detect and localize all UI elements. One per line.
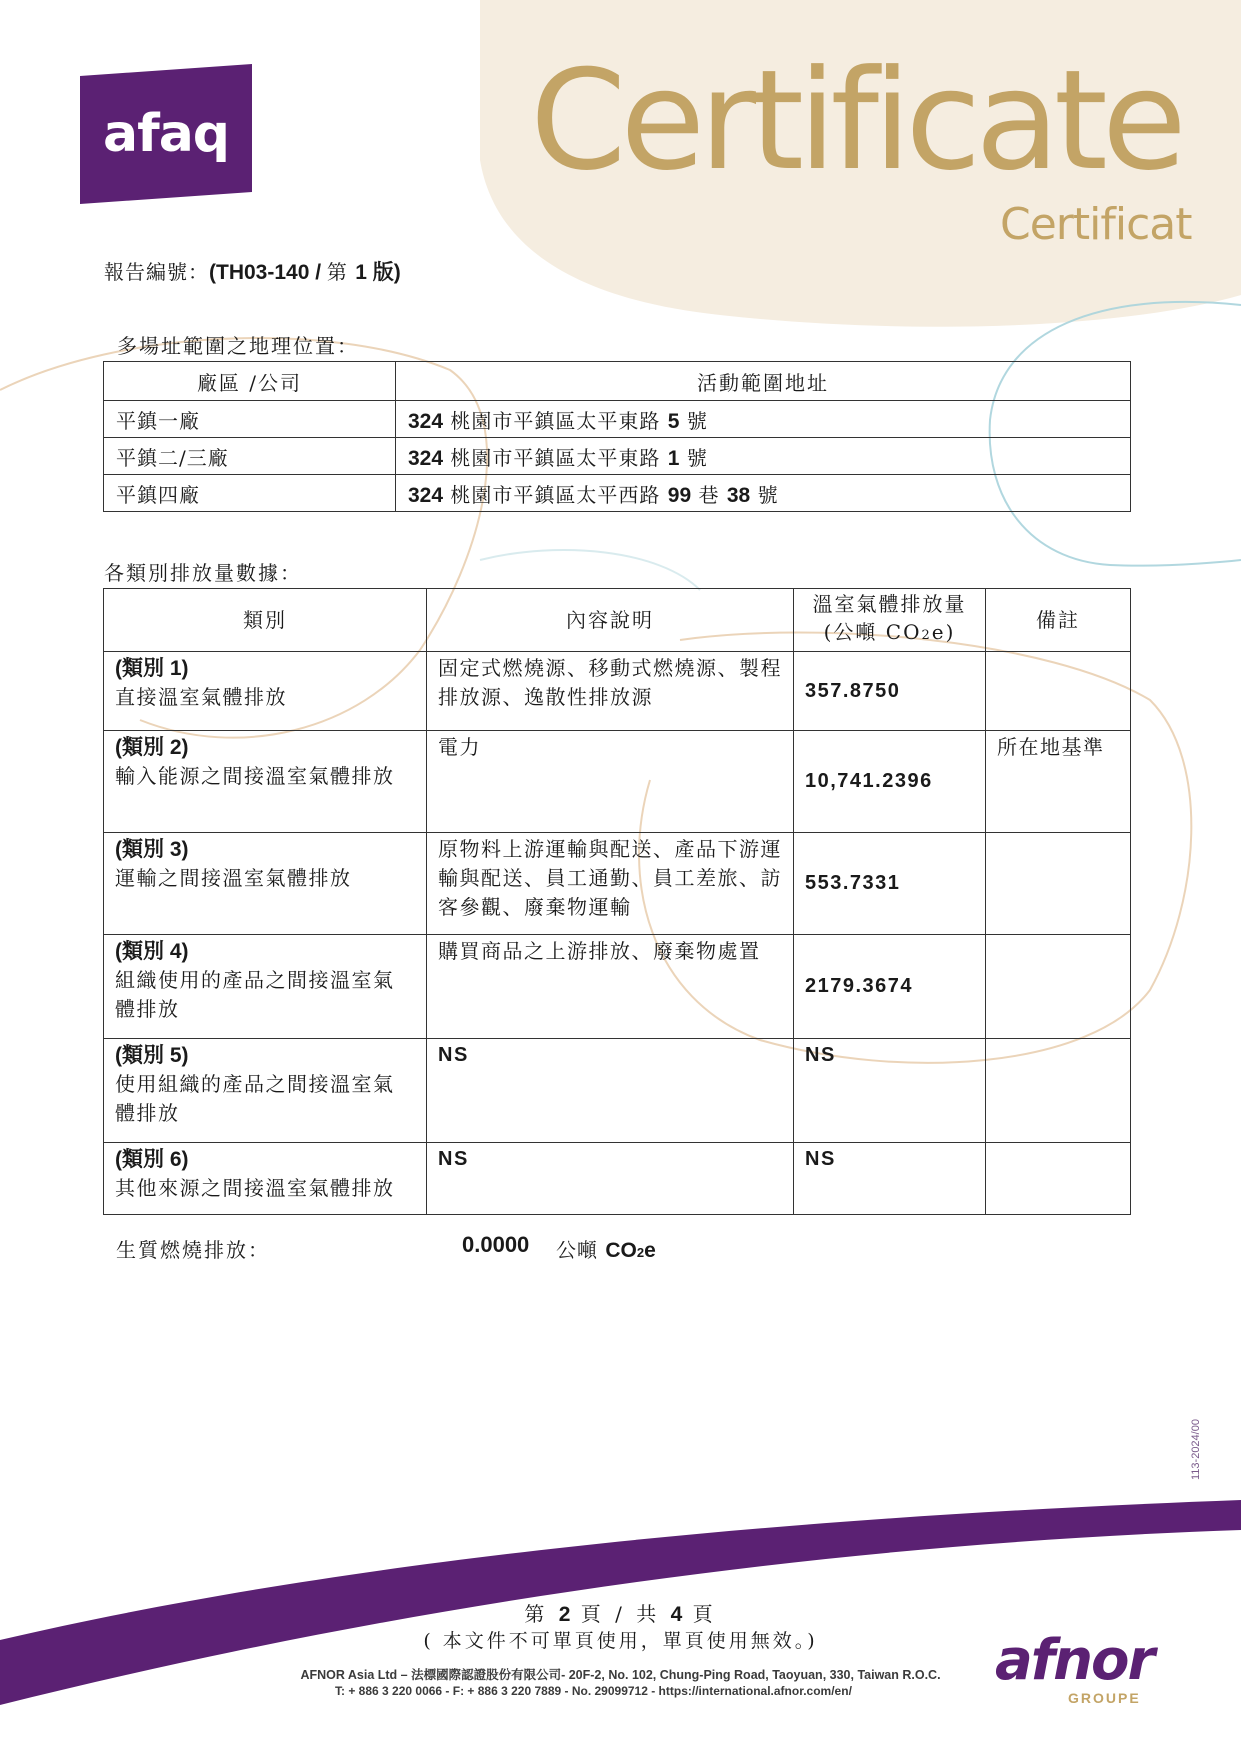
site-name: 平鎮二/三廠 [104,438,396,475]
emissions-header-row [104,589,1131,652]
amount-cell: NS [794,1143,986,1215]
form-code: 113-2024/00 [1190,1419,1202,1480]
report-edition-prefix: 第 [326,260,356,284]
amount-cell: 10,741.2396 [794,731,986,833]
table-row [104,833,1131,935]
table-row [104,1143,1131,1215]
site-name: 平鎮一廠 [104,401,396,438]
emissions-heading: 各類別排放量數據： [104,561,302,585]
site-address: 324 桃園市平鎮區太平東路 5 號 [396,401,1131,438]
category-cell: (類別 2) 輸入能源之間接溫室氣體排放 [104,731,427,833]
locations-header-row [104,362,1131,401]
locations-header-site: 廠區 /公司 [104,362,396,401]
footer-contact: T: + 886 3 220 0066 - F: + 886 3 220 7889 - No. 29099712 - https://international.afnor.com/en/ [335,1684,852,1698]
remarks-cell [986,833,1131,935]
description-cell: 購買商品之上游排放、廢棄物處置 [427,935,794,1039]
amount-cell: NS [794,1039,986,1143]
page-number: 第 2 頁 / 共 4 頁 [524,1602,717,1626]
remarks-cell [986,1143,1131,1215]
footer-address: AFNOR Asia Ltd – 法標國際認證股份有限公司- 20F-2, No. 102, Chung-Ping Road, Taoyuan, 330, Taiwan R.O.C. [300,1668,941,1682]
report-number-value: (TH03-140 / [209,261,327,284]
site-address: 324 桃園市平鎮區太平西路 99 巷 38 號 [396,475,1131,512]
header-amount: 溫室氣體排放量 (公噸 CO2e) [794,589,986,652]
report-edition-suffix: 版) [366,261,401,284]
header-description: 內容說明 [427,589,794,652]
description-cell: NS [427,1039,794,1143]
afaq-logo [80,64,252,204]
table-row [104,438,1131,475]
header-remarks: 備註 [986,589,1131,652]
remarks-cell [986,935,1131,1039]
category-cell: (類別 3) 運輸之間接溫室氣體排放 [104,833,427,935]
table-row [104,935,1131,1039]
table-row [104,731,1131,833]
category-cell: (類別 6) 其他來源之間接溫室氣體排放 [104,1143,427,1215]
remarks-cell [986,652,1131,731]
category-cell: (類別 1) 直接溫室氣體排放 [104,652,427,731]
certificate-subtitle: Certificat [1000,199,1192,250]
biomass-label: 生質燃燒排放： [116,1238,270,1262]
table-row [104,475,1131,512]
header-category: 類別 [104,589,427,652]
table-row [104,1039,1131,1143]
afnor-groupe-text: GROUPE [1068,1690,1141,1706]
amount-cell: 2179.3674 [794,935,986,1039]
site-address: 324 桃園市平鎮區太平東路 1 號 [396,438,1131,475]
table-row [104,652,1131,731]
site-name: 平鎮四廠 [104,475,396,512]
category-cell: (類別 4) 組織使用的產品之間接溫室氣體排放 [104,935,427,1039]
description-cell: 電力 [427,731,794,833]
locations-heading: 多場址範圍之地理位置： [117,334,359,358]
description-cell: 固定式燃燒源、移動式燃燒源、製程排放源、逸散性排放源 [427,652,794,731]
locations-header-address: 活動範圍地址 [396,362,1131,401]
report-number-line [104,256,401,286]
remarks-cell [986,1039,1131,1143]
amount-cell: 357.8750 [794,652,986,731]
emissions-table [103,588,1131,1215]
remarks-cell: 所在地基準 [986,731,1131,833]
description-cell: 原物料上游運輸與配送、產品下游運輸與配送、員工通勤、員工差旅、訪客參觀、廢棄物運輸 [427,833,794,935]
locations-table [103,361,1131,512]
amount-cell: 553.7331 [794,833,986,935]
afnor-logo: afnor [995,1628,1154,1693]
single-page-notice: ( 本文件不可單頁使用，單頁使用無效。) [423,1630,818,1652]
table-row [104,401,1131,438]
biomass-unit: 公噸 CO2e [556,1238,656,1262]
afaq-logo-text: afaq [102,104,230,164]
biomass-value: 0.0000 [462,1232,530,1257]
teal-swirl-2 [480,550,700,590]
certificate-title: Certificate [530,40,1181,201]
category-cell: (類別 5) 使用組織的產品之間接溫室氣體排放 [104,1039,427,1143]
description-cell: NS [427,1143,794,1215]
report-edition-number: 1 [355,261,367,284]
report-number-label: 報告編號： [104,260,209,284]
